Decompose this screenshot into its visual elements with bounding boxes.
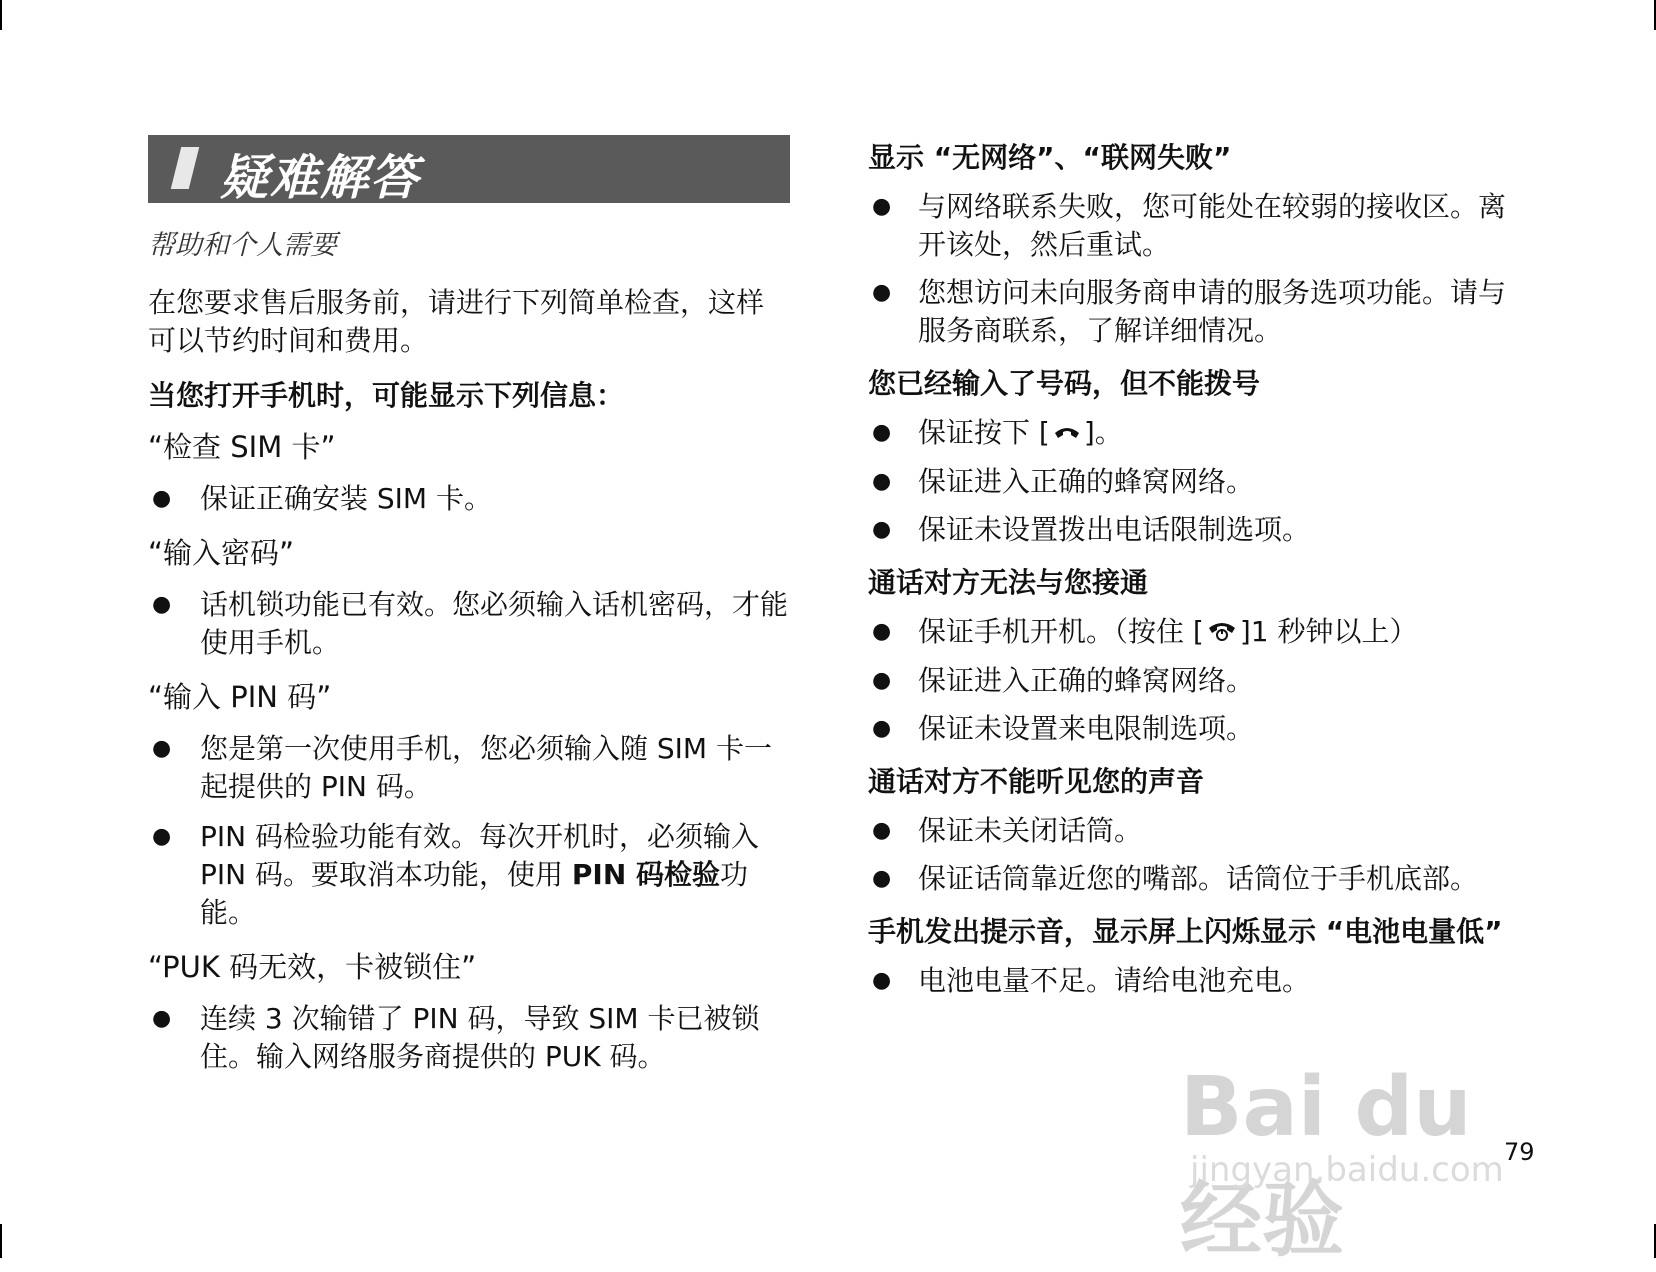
- bullet-list: [148, 730, 790, 932]
- list-item: [868, 463, 1508, 501]
- list-item-text: 保证按下 [: [918, 416, 1050, 449]
- section-heading: 手机发出提示音，显示屏上闪烁显示 “电池电量低”: [868, 915, 1503, 948]
- bullet-icon: ●: [872, 517, 892, 542]
- list-item-text: 保证话筒靠近您的嘴部。话筒位于手机底部。: [918, 862, 1479, 895]
- bullet-list: [868, 414, 1508, 549]
- message-quote: “PUK 码无效，卡被锁住”: [148, 950, 477, 984]
- list-item: [148, 586, 790, 662]
- left-column: [148, 135, 790, 1092]
- bullet-icon: ●: [872, 668, 892, 693]
- bullet-list: [868, 812, 1508, 898]
- end-power-key-icon: [1206, 614, 1238, 652]
- list-item-text: 功能。: [200, 858, 749, 929]
- message-quote: “输入 PIN 码”: [148, 680, 332, 714]
- list-item-text: 保证手机开机。（按住 [: [918, 615, 1204, 648]
- list-item-text: 保证进入正确的蜂窝网络。: [918, 664, 1255, 697]
- list-item-text: 与网络联系失败，您可能处在较弱的接收区。离开该处，然后重试。: [918, 190, 1507, 261]
- list-item: [868, 812, 1508, 850]
- page-number: 79: [1504, 1138, 1535, 1166]
- list-item: [148, 480, 790, 518]
- list-item-text: 话机锁功能已有效。您必须输入话机密码，才能使用手机。: [200, 588, 789, 659]
- bullet-list: [868, 613, 1508, 748]
- subtitle: 帮助和个人需要: [148, 230, 337, 261]
- list-item: [868, 860, 1508, 898]
- intro-text: 在您要求售后服务前，请进行下列简单检查，这样可以节约时间和费用。: [148, 286, 765, 357]
- title-bar: [148, 135, 790, 206]
- section-heading: 通话对方无法与您接通: [868, 566, 1149, 599]
- bullet-icon: ●: [152, 736, 172, 761]
- list-item: [868, 414, 1508, 453]
- message-quote: “输入密码”: [148, 536, 295, 570]
- list-item-text: ]1 秒钟以上）: [1239, 615, 1418, 648]
- bullet-icon: ●: [872, 469, 892, 494]
- send-key-icon: [1052, 415, 1082, 453]
- list-item-text: 连续 3 次输错了 PIN 码，导致 SIM 卡已被锁住。输入网络服务商提供的 PUK 码。: [200, 1002, 760, 1073]
- list-item: [148, 730, 790, 806]
- list-item-text: 您是第一次使用手机，您必须输入随 SIM 卡一起提供的 PIN 码。: [200, 732, 772, 803]
- list-item: [148, 818, 790, 932]
- list-item-text: 保证进入正确的蜂窝网络。: [918, 465, 1255, 498]
- bullet-icon: ●: [872, 818, 892, 843]
- right-column: [868, 140, 1508, 1016]
- list-item-text: 保证正确安装 SIM 卡。: [200, 482, 492, 515]
- list-item: [868, 962, 1508, 1000]
- section-heading: 您已经输入了号码，但不能拨号: [868, 367, 1261, 400]
- menu-reference: PIN 码检验: [571, 858, 721, 891]
- bullet-icon: ●: [872, 968, 892, 993]
- crop-mark: [0, 1224, 2, 1258]
- bullet-list: [148, 586, 790, 662]
- list-item-text: 保证未设置来电限制选项。: [918, 712, 1255, 745]
- bullet-list: [148, 1000, 790, 1076]
- bullet-list: [868, 188, 1508, 350]
- list-item-text: PIN 码检验功能有效。每次开机时，必须输入 PIN 码。要取消本功能，使用: [200, 820, 759, 891]
- bullet-icon: ●: [872, 420, 892, 445]
- list-item: [868, 662, 1508, 700]
- message-quote: “检查 SIM 卡”: [148, 430, 336, 464]
- bullet-icon: ●: [152, 1006, 172, 1031]
- bullet-icon: ●: [872, 280, 892, 305]
- watermark-text: Bai du 经验: [1180, 1060, 1472, 1268]
- bullet-icon: ●: [872, 194, 892, 219]
- crop-mark: [0, 0, 2, 30]
- bullet-icon: ●: [152, 486, 172, 511]
- list-item: [868, 710, 1508, 748]
- watermark-url: jingyan.baidu.com: [1190, 1150, 1504, 1190]
- section-heading: 显示 “无网络”、“联网失败”: [868, 141, 1232, 174]
- bullet-icon: ●: [872, 619, 892, 644]
- list-item-text: 保证未设置拨出电话限制选项。: [918, 513, 1311, 546]
- bullet-list: [148, 480, 790, 518]
- list-item: [148, 1000, 790, 1076]
- list-item: [868, 613, 1508, 652]
- watermark-logo: [1170, 1000, 1570, 1268]
- bullet-icon: ●: [872, 716, 892, 741]
- section-heading: 当您打开手机时，可能显示下列信息：: [148, 379, 625, 412]
- list-item: [868, 188, 1508, 264]
- list-item-text: 保证未关闭话筒。: [918, 814, 1143, 847]
- list-item-text: 电池电量不足。请给电池充电。: [918, 964, 1311, 997]
- list-item: [868, 274, 1508, 350]
- page-title: 疑难解答: [220, 150, 421, 206]
- section-heading: 通话对方不能听见您的声音: [868, 765, 1205, 798]
- title-accent: [171, 147, 199, 189]
- bullet-icon: ●: [872, 866, 892, 891]
- bullet-icon: ●: [152, 592, 172, 617]
- bullet-icon: ●: [152, 824, 172, 849]
- list-item-text: ]。: [1083, 416, 1123, 449]
- list-item: [868, 511, 1508, 549]
- list-item-text: 您想访问未向服务商申请的服务选项功能。请与服务商联系，了解详细情况。: [918, 276, 1507, 347]
- bullet-list: [868, 962, 1508, 1000]
